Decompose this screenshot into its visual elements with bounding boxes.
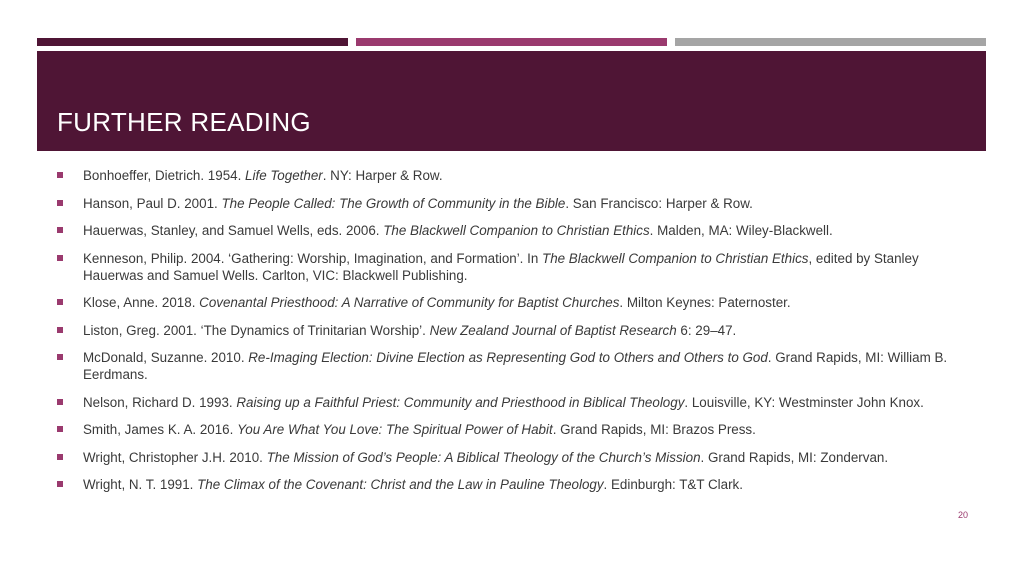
reference-text: . Grand Rapids, MI: Brazos Press. <box>552 422 756 437</box>
top-accent-bar-magenta <box>356 38 667 46</box>
reference-title: New Zealand Journal of Baptist Research <box>429 322 677 338</box>
reference-text: Nelson, Richard D. 1993. <box>83 394 237 410</box>
reference-item <box>57 322 967 339</box>
reference-item <box>57 449 967 466</box>
reference-title: You Are What You Love: The Spiritual Power of Habit <box>237 422 553 437</box>
reference-item <box>57 222 967 239</box>
reference-item <box>57 250 967 284</box>
reference-text: , edited by Stanley Hauerwas and Samuel Wells. Carlton, VIC: Blackwell Publishing. <box>83 250 919 283</box>
bullet-icon <box>57 481 63 487</box>
top-accent-bar-grey <box>675 38 986 46</box>
reference-title: The Mission of God’s People: A Biblical Theology of the Church’s Mission <box>266 449 701 465</box>
reference-text: . Grand Rapids, MI: Zondervan. <box>700 449 889 465</box>
page-number: 20 <box>957 510 968 520</box>
reference-text: Wright, N. T. 1991. <box>83 477 198 492</box>
top-accent-bar-dark <box>37 38 348 46</box>
reference-text: Liston, Greg. 2001. ‘The Dynamics of Trinitarian Worship’. <box>83 322 430 338</box>
reference-item <box>57 195 967 212</box>
reference-text: 6: 29–47. <box>676 322 737 338</box>
bullet-icon <box>57 299 63 305</box>
title-band <box>37 51 986 151</box>
reference-title: The Blackwell Companion to Christian Ethics <box>542 250 809 266</box>
reference-text: Hanson, Paul D. 2001. <box>83 195 222 211</box>
reference-text: Klose, Anne. 2018. <box>83 295 200 310</box>
reference-item <box>57 294 967 311</box>
bullet-icon <box>57 399 63 405</box>
bullet-icon <box>57 454 63 460</box>
reference-title: Life Together <box>245 168 323 183</box>
bullet-icon <box>57 200 63 206</box>
reference-text: Bonhoeffer, Dietrich. 1954. <box>83 168 246 183</box>
reference-item <box>57 394 967 411</box>
bullet-icon <box>57 327 63 333</box>
reference-item <box>57 476 967 493</box>
reference-text: McDonald, Suzanne. 2010. <box>83 350 249 365</box>
slide-title: FURTHER READING <box>57 107 311 137</box>
reference-item <box>57 167 967 184</box>
reference-title: Re-Imaging Election: Divine Election as Representing God to Others and Others to God <box>248 350 768 365</box>
reference-title: The People Called: The Growth of Community in the Bible <box>221 195 566 211</box>
bullet-icon <box>57 172 63 178</box>
reference-item <box>57 421 967 438</box>
reference-title: Covenantal Priesthood: A Narrative of Community for Baptist Churches <box>199 295 620 310</box>
reference-text: . Malden, MA: Wiley-Blackwell. <box>649 223 833 238</box>
bullet-icon <box>57 354 63 360</box>
reference-text: Kenneson, Philip. 2004. ‘Gathering: Worship, Imagination, and Formation’. In <box>83 250 543 266</box>
reference-text: . Edinburgh: T&T Clark. <box>603 477 743 492</box>
reference-title: The Blackwell Companion to Christian Ethics <box>383 223 650 238</box>
bullet-icon <box>57 227 63 233</box>
bullet-icon <box>57 255 63 261</box>
bullet-icon <box>57 426 63 432</box>
reference-text: . Grand Rapids, MI: William B. Eerdmans. <box>83 350 948 382</box>
reference-text: Hauerwas, Stanley, and Samuel Wells, eds. 2006. <box>83 223 384 238</box>
reference-text: . Milton Keynes: Paternoster. <box>619 295 791 310</box>
reference-text: . NY: Harper & Row. <box>322 168 443 183</box>
reference-text: . San Francisco: Harper & Row. <box>565 195 753 211</box>
reference-title: Raising up a Faithful Priest: Community and Priesthood in Biblical Theology <box>236 394 685 410</box>
reference-item <box>57 349 967 383</box>
reference-text: . Louisville, KY: Westminster John Knox. <box>684 394 924 410</box>
reference-title: The Climax of the Covenant: Christ and the Law in Pauline Theology <box>197 477 604 492</box>
reference-text: Wright, Christopher J.H. 2010. <box>83 449 267 465</box>
reference-text: Smith, James K. A. 2016. <box>83 422 238 437</box>
reference-list <box>57 167 967 504</box>
